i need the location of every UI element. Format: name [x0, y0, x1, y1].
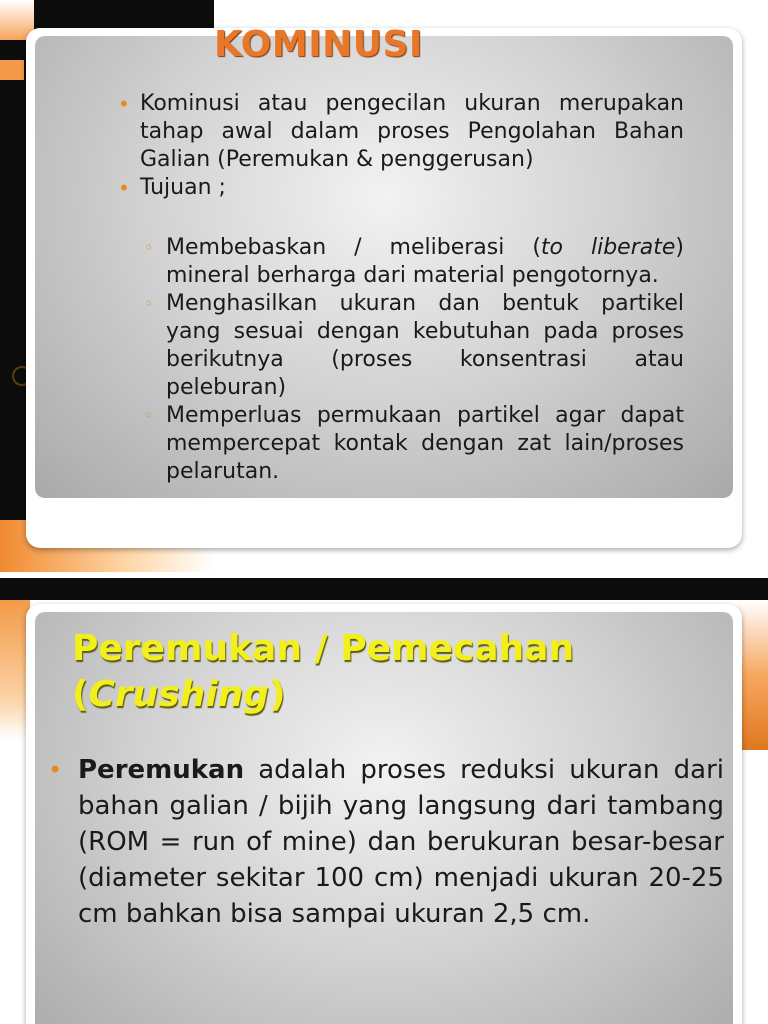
dark-background-top	[0, 578, 768, 600]
bullet-dot-icon: •	[48, 756, 63, 784]
bullet-dot-icon: •	[118, 92, 130, 116]
circle-bullet-icon: ◦	[144, 238, 154, 257]
bullet-text: Kominusi atau pengecilan ukuran merupakan tahap awal dalam proses Pengolahan Bahan Galian (Peremukan & penggerusan)	[140, 91, 684, 172]
orange-stripe-right	[738, 600, 768, 750]
bullet-item	[118, 90, 684, 174]
slide-title	[72, 626, 574, 718]
sub-text: Memperluas permukaan partikel agar dapat mempercepat kontak dengan zat lain/proses pelarutan.	[166, 403, 684, 484]
body-text: adalah proses reduksi ukuran dari bahan galian / bijih yang langsung dari tambang (ROM = run of mine) dan berukuran besar-besar (diameter sekitar 100 cm) menjadi ukuran 20-25 cm bahkan bisa sampai ukuran 2,5 cm.	[78, 755, 724, 929]
bullet-dot-icon: •	[118, 176, 130, 200]
bullet-text: Tujuan ;	[140, 175, 226, 200]
title-paren-close: )	[269, 674, 286, 715]
sub-text: Menghasilkan ukuran dan bentuk partikel yang sesuai dengan kebutuhan pada proses berikutnya (proses konsentrasi atau peleburan)	[166, 291, 684, 400]
circle-bullet-icon: ◦	[144, 406, 154, 425]
sub-text-pre: Membebaskan / meliberasi (	[166, 235, 541, 260]
title-line1: Peremukan / Pemecahan	[72, 628, 575, 669]
circle-bullet-icon: ◦	[144, 294, 154, 313]
bold-term: Peremukan	[78, 755, 245, 785]
body-paragraph	[48, 752, 724, 932]
sub-text-italic: to liberate	[540, 235, 676, 260]
bullet-item	[118, 174, 684, 202]
sub-bullet-item	[142, 402, 684, 486]
bullet-list	[118, 90, 684, 202]
title-paren-open: (	[72, 674, 89, 715]
sub-bullet-item	[142, 234, 684, 290]
slide-title: KOMINUSI	[214, 24, 423, 65]
sub-text-post: ) mineral berharga dari material pengotornya.	[166, 235, 684, 288]
sub-bullet-item	[142, 290, 684, 402]
sub-bullet-list	[140, 234, 684, 486]
slide-peremukan	[0, 578, 768, 1024]
orange-stripe-mid	[0, 60, 24, 80]
title-italic: Crushing	[88, 674, 270, 715]
